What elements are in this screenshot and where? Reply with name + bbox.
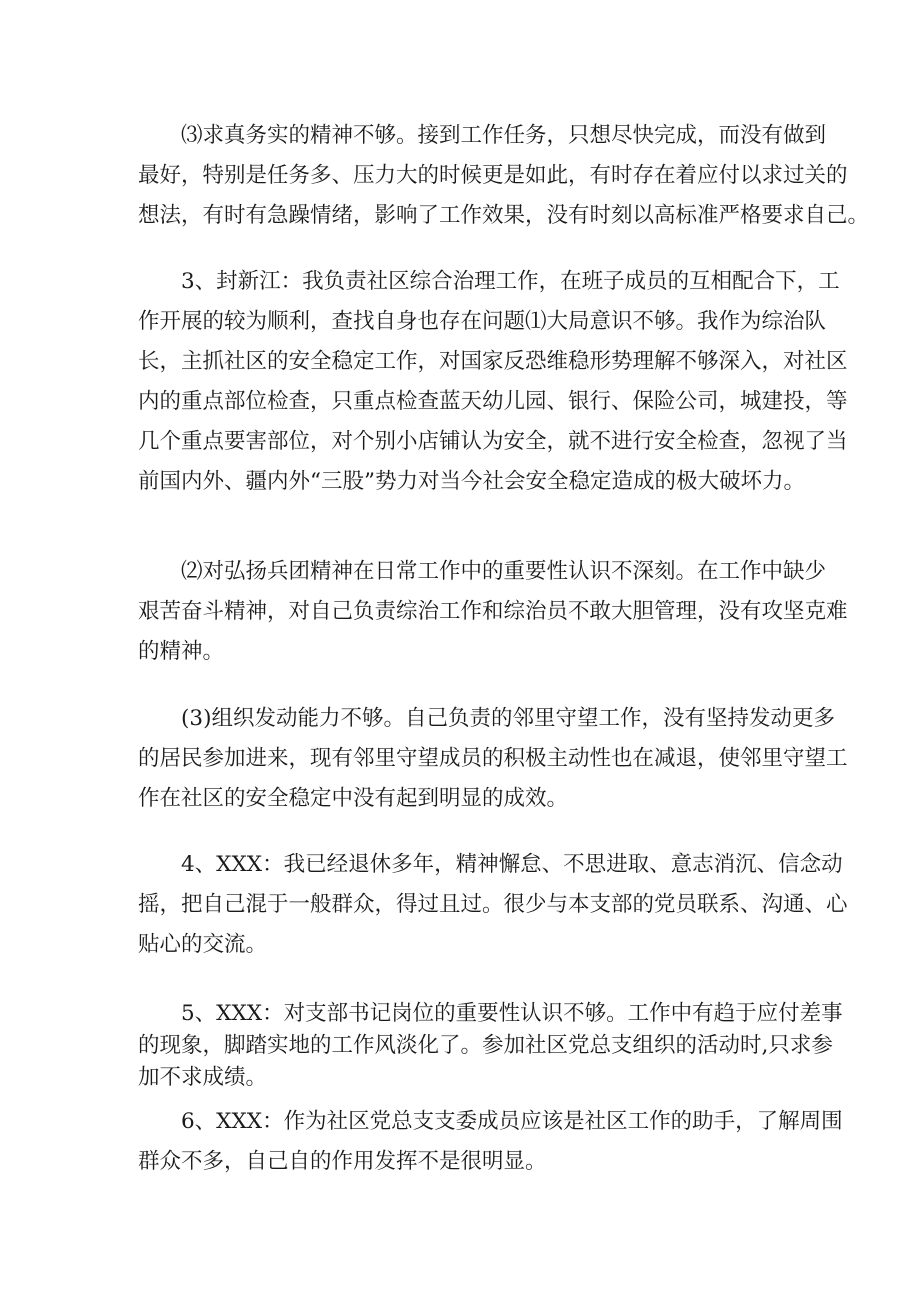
paragraph-2-line-3: 长，主抓社区的安全稳定工作，对国家反恐维稳形势理解不够深入，对社区 [138,349,848,374]
paragraph-2 [138,262,848,502]
paragraph-1-line-1: ⑶求真务实的精神不够。接到工作任务，只想尽快完成，而没有做到 [181,123,827,148]
paragraph-1 [138,116,870,236]
paragraph-7-line-1: 6、XXX：作为社区党总支支委成员应该是社区工作的助手，了解周围 [181,1109,843,1134]
paragraph-7 [138,1102,843,1182]
paragraph-4-line-2: 的居民参加进来，现有邻里守望成员的积极主动性也在减退，使邻里守望工 [138,746,848,771]
paragraph-4 [138,699,848,819]
paragraph-1-line-3: 想法，有时有急躁情绪，影响了工作效果，没有时刻以高标准严格要求自己。 [138,203,870,228]
paragraph-2-line-5: 几个重点要害部位，对个别小店铺认为安全，就不进行安全检查，忽视了当 [138,429,848,454]
paragraph-5 [138,845,848,965]
paragraph-5-line-2: 摇，把自己混于一般群众，得过且过。很少与本支部的党员联系、沟通、心 [138,892,848,917]
paragraph-2-line-6: 前国内外、疆内外“三股”势力对当今社会安全稳定造成的极大破坏力。 [138,469,805,494]
paragraph-3-line-1: ⑵对弘扬兵团精神在日常工作中的重要性认识不深刻。在工作中缺少 [181,559,827,584]
paragraph-1-line-2: 最好，特别是任务多、压力大的时候更是如此，有时存在着应付以求过关的 [138,163,848,188]
paragraph-2-line-4: 内的重点部位检查，只重点检查蓝天幼儿园、银行、保险公司，城建投，等 [138,389,848,414]
paragraph-6 [138,998,843,1094]
paragraph-4-line-1: (3)组织发动能力不够。自己负责的邻里守望工作，没有坚持发动更多 [181,706,835,731]
paragraph-2-line-2: 作开展的较为顺利，查找自身也存在问题⑴大局意识不够。我作为综治队 [138,309,827,334]
paragraph-5-line-3: 贴心的交流。 [138,932,268,957]
paragraph-6-line-1: 5、XXX：对支部书记岗位的重要性认识不够。工作中有趋于应付差事 [181,1001,843,1026]
paragraph-7-line-2: 群众不多，自己自的作用发挥不是很明显。 [138,1149,547,1174]
paragraph-3-line-2: 艰苦奋斗精神，对自己负责综治工作和综治员不敢大胆管理，没有攻坚克难 [138,599,848,624]
paragraph-5-line-1: 4、XXX：我已经退休多年，精神懈怠、不思进取、意志消沉、信念动 [181,852,843,877]
paragraph-6-line-2: 的现象，脚踏实地的工作风淡化了。参加社区党总支组织的活动时,只求参 [138,1033,833,1058]
paragraph-2-line-1: 3、封新江：我负责社区综合治理工作，在班子成员的互相配合下，工 [181,269,840,294]
paragraph-3 [138,552,848,672]
paragraph-6-line-3: 加不求成绩。 [138,1065,268,1090]
paragraph-3-line-3: 的精神。 [138,639,225,664]
paragraph-4-line-3: 作在社区的安全稳定中没有起到明显的成效。 [138,786,569,811]
